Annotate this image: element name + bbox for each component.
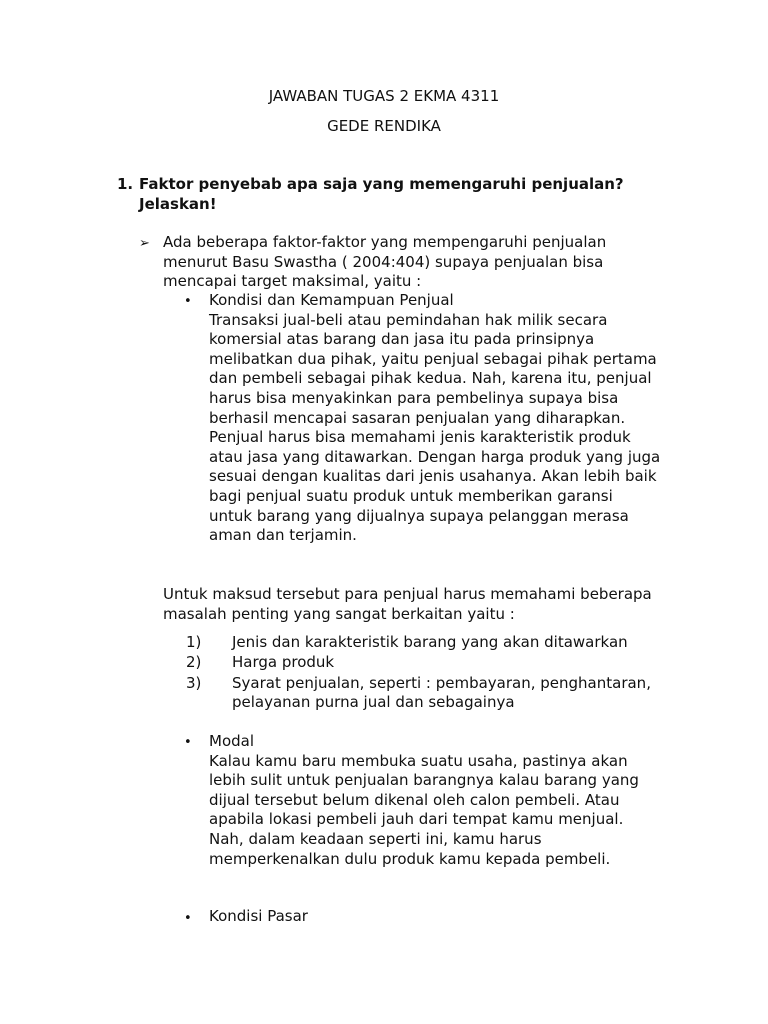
numbered-item-text: Syarat penjualan, seperti : pembayaran, penghantaran,: [232, 674, 651, 692]
question-line: Faktor penyebab apa saja yang memengaruhi penjualan?: [139, 175, 624, 193]
text-line: bagi penjual suatu produk untuk memberikan garansi: [209, 486, 613, 505]
question-text: [139, 175, 624, 214]
text-line: komersial atas barang dan jasa itu pada prinsipnya: [209, 330, 595, 349]
text-line: dijual tersebut belum dikenal oleh calon pembeli. Atau: [209, 790, 620, 809]
list-number: 2): [186, 653, 202, 671]
text-line: Kalau kamu baru membuka suatu usaha, pastinya akan: [209, 751, 628, 770]
text-line: Transaksi jual-beli atau pemindahan hak milik secara: [209, 310, 608, 329]
paragraph-masalah: [163, 585, 652, 624]
question-line: Jelaskan!: [139, 194, 217, 213]
text-line: sesuai dengan kualitas dari jenis usahanya. Akan lebih baik: [209, 467, 657, 486]
list-number: 1): [186, 633, 202, 651]
intro-paragraph: [163, 233, 606, 292]
list-item-modal: [209, 732, 639, 869]
numbered-item-text: Jenis dan karakteristik barang yang akan ditawarkan: [232, 633, 628, 651]
text-line: melibatkan dua pihak, yaitu penjual sebagai pihak pertama: [209, 349, 657, 368]
author-name: GEDE RENDIKA: [327, 117, 441, 135]
item-title: Modal: [209, 732, 254, 750]
text-line: apabila lokasi pembeli jauh dari tempat kamu menjual.: [209, 810, 624, 829]
bullet-icon: •: [184, 735, 192, 750]
text-line: untuk barang yang dijualnya supaya pelanggan merasa: [209, 506, 629, 525]
numbered-item-continuation: pelayanan purna jual dan sebagainya: [232, 693, 515, 711]
text-line: memperkenalkan dulu produk kamu kepada pembeli.: [209, 849, 611, 868]
text-line: atau jasa yang ditawarkan. Dengan harga produk yang juga: [209, 447, 661, 466]
list-item-kondisi-penjual: [209, 291, 660, 546]
text-line: Nah, dalam keadaan seperti ini, kamu harus: [209, 829, 542, 848]
text-line: Penjual harus bisa memahami jenis karakteristik produk: [209, 428, 631, 447]
question-number: 1.: [117, 175, 134, 193]
text-line: harus bisa menyakinkan para pembelinya supaya bisa: [209, 388, 619, 407]
item-title: Kondisi dan Kemampuan Penjual: [209, 291, 454, 309]
arrow-bullet-icon: ➢: [139, 236, 150, 251]
text-line: Untuk maksud tersebut para penjual harus memahami beberapa: [163, 585, 652, 603]
bullet-icon: •: [184, 294, 192, 309]
list-number: 3): [186, 674, 202, 692]
text-line: aman dan terjamin.: [209, 526, 357, 545]
text-line: menurut Basu Swastha ( 2004:404) supaya penjualan bisa: [163, 252, 604, 271]
numbered-item-text: Harga produk: [232, 653, 335, 671]
text-line: Ada beberapa faktor-faktor yang mempengaruhi penjualan: [163, 233, 607, 251]
text-line: dan pembeli sebagai pihak kedua. Nah, karena itu, penjual: [209, 369, 652, 388]
list-item-kondisi-pasar: Kondisi Pasar: [209, 907, 308, 925]
text-line: berhasil mencapai sasaran penjualan yang diharapkan.: [209, 408, 626, 427]
text-line: lebih sulit untuk penjualan barangnya kalau barang yang: [209, 771, 639, 790]
bullet-icon: •: [184, 911, 192, 926]
text-line: mencapai target maksimal, yaitu :: [163, 272, 422, 291]
document-title: JAWABAN TUGAS 2 EKMA 4311: [268, 87, 500, 105]
text-line: masalah penting yang sangat berkaitan yaitu :: [163, 604, 515, 623]
